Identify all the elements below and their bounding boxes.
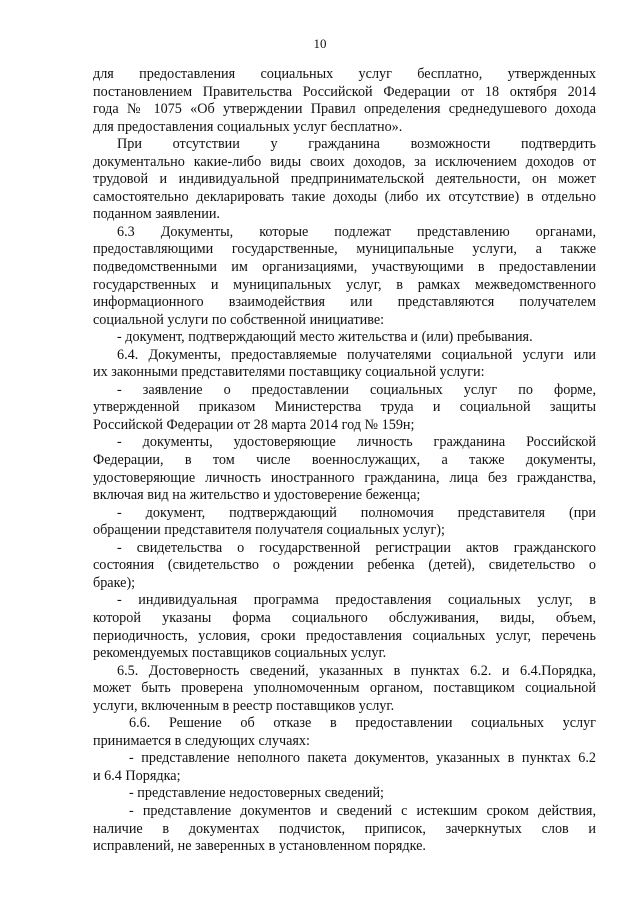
- text-line: состояния (свидетельство о рождении ребенка (детей), свидетельство о: [93, 557, 596, 574]
- text-line: - заявление о предоставлении социальных услуг по форме,: [117, 381, 596, 398]
- text-line: удостоверяющие личность иностранного гражданина, лица без гражданства,: [93, 469, 596, 486]
- page-number: 10: [313, 36, 327, 51]
- text-line: - свидетельства о государственной регистрации актов гражданского: [117, 539, 596, 556]
- text-line: исправлений, не заверенных в установленном порядке.: [93, 838, 426, 855]
- text-line: самостоятельно декларировать такие доходы (либо их отсутствие) в отдельно: [93, 188, 596, 205]
- text-line: года № 1075 «Об утверждении Правил определения среднедушевого дохода: [93, 101, 596, 118]
- text-line: социальной услуги по собственной инициативе:: [93, 311, 385, 328]
- text-line: трудовой и индивидуальной предпринимательской деятельности, он может: [93, 171, 596, 188]
- text-line: услуги, включенным в реестр поставщиков услуг.: [93, 697, 395, 714]
- text-line: которой указаны форма социального обслуживания, виды, объем,: [93, 609, 596, 626]
- text-line: принимается в следующих случаях:: [93, 732, 310, 749]
- text-line: Российской Федерации от 28 марта 2014 год № 159н;: [93, 416, 415, 433]
- text-line: - представление неполного пакета документов, указанных в пунктах 6.2: [129, 750, 596, 767]
- text-line: - документ, подтверждающий место жительства и (или) пребывания.: [117, 329, 533, 346]
- text-line: обращении представителя получателя социальных услуг);: [93, 522, 445, 539]
- document-body: [93, 66, 596, 856]
- text-line: для предоставления социальных услуг бесплатно, утвержденных: [93, 66, 596, 82]
- text-line: наличие в документах подчисток, приписок, зачеркнутых слов и: [93, 820, 596, 837]
- text-line: документально какие-либо виды своих доходов, за исключением доходов от: [93, 153, 596, 170]
- text-line: предоставляющими государственные, муниципальные услуги, а также: [93, 241, 596, 258]
- text-line: 6.3 Документы, которые подлежат представлению органами,: [117, 223, 596, 240]
- text-line: 6.6. Решение об отказе в предоставлении социальных услуг: [129, 715, 596, 732]
- text-line: - документы, удостоверяющие личность гражданина Российской: [117, 434, 596, 451]
- text-line: периодичность, условия, сроки предоставления социальных услуг, перечень: [93, 627, 596, 644]
- text-line: для предоставления социальных услуг бесплатно».: [93, 118, 403, 135]
- text-line: государственных и муниципальных услуг, в рамках межведомственного: [93, 276, 596, 293]
- text-line: включая вид на жительство и удостоверение беженца;: [93, 487, 421, 504]
- text-line: браке);: [93, 574, 136, 591]
- text-line: информационного взаимодействия или представляются получателем: [93, 294, 596, 311]
- text-line: может быть проверена уполномоченным органом, поставщиком социальной: [93, 680, 596, 697]
- text-line: - документ, подтверждающий полномочия представителя (при: [117, 504, 596, 521]
- text-line: - представление документов и сведений с истекшим сроком действия,: [129, 802, 596, 819]
- text-line: их законными представителями поставщику социальной услуги:: [93, 364, 485, 381]
- text-line: и 6.4 Порядка;: [93, 767, 181, 784]
- text-line: утвержденной приказом Министерства труда и социальной защиты: [93, 399, 596, 416]
- text-line: При отсутствии у гражданина возможности подтвердить: [117, 136, 596, 153]
- text-line: 6.4. Документы, предоставляемые получателями социальной услуги или: [117, 346, 596, 363]
- text-line: поданном заявлении.: [93, 206, 220, 223]
- text-line: подведомственными им организациями, участвующими в предоставлении: [93, 259, 596, 276]
- text-line: постановлением Правительства Российской Федерации от 18 октября 2014: [93, 83, 596, 100]
- text-line: - представление недостоверных сведений;: [129, 785, 384, 802]
- text-line: рекомендуемых поставщиков социальных услуг.: [93, 645, 387, 662]
- text-line: 6.5. Достоверность сведений, указанных в пунктах 6.2. и 6.4.Порядка,: [117, 662, 596, 679]
- text-line: Федерации, в том числе военнослужащих, а также документы,: [93, 452, 596, 469]
- text-line: - индивидуальная программа предоставления социальных услуг, в: [117, 592, 596, 609]
